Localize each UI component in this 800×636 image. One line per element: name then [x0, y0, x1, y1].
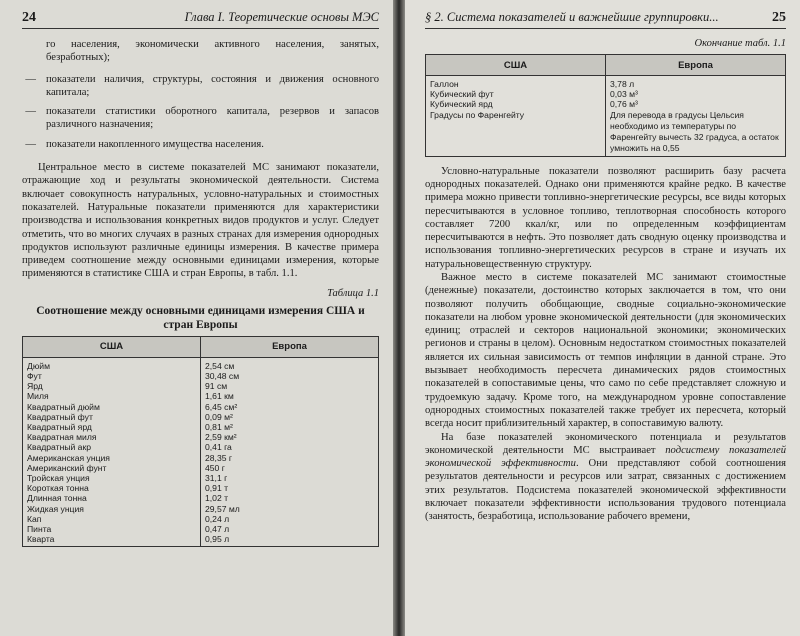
list-item — [22, 105, 379, 132]
table-cell-us: Галлон — [426, 76, 606, 90]
table-row — [23, 422, 379, 432]
table-row — [23, 534, 379, 547]
list-item — [22, 138, 379, 151]
table-cell-us: Фут — [23, 371, 201, 381]
page-number: 24 — [22, 10, 36, 25]
table-cell-europe: 3,78 л — [606, 76, 786, 90]
table-row — [23, 453, 379, 463]
body-paragraph: Важное место в системе показателей МС занимают стоимостные (денежные) показатели, достоинство которых заключается в том, что они позволяют получить обобщающие, сводные социально-экономические показатели на любом уровне экономической деятельности (для экономических единиц; отраслей и секторов национальной экономики; экономических регионов и страны в целом). Основным недостатком стоимостных показателей является их сильная зависимость от темпов инфляции в данной стране. Это вызывает необходимость пересчета динамических рядов стоимостных показателей в сопоставимые цены, что само по себе представляет сложную и трудоемкую задачу. Кроме того, на международном уровне сопоставление однородных стоимостных показателей также требует их пересчета, который всегда носит приблизительный характер, в сопоставимую валюту. — [425, 271, 786, 430]
table-cell-us: Ярд — [23, 381, 201, 391]
table-row — [23, 357, 379, 371]
table-cell-europe: 31,1 г — [201, 473, 379, 483]
table-cell-us: Американская унция — [23, 453, 201, 463]
table-cell-europe: 6,45 см² — [201, 402, 379, 412]
table-cell-europe: 0,03 м³ — [606, 89, 786, 99]
table-row — [426, 110, 786, 157]
table-row — [23, 473, 379, 483]
table-cell-europe: 2,54 см — [201, 357, 379, 371]
body-paragraph: Центральное место в системе показателей МС занимают показатели, отражающие ход и результаты экономической деятельности. Система включает совокупность натуральных, условно-натуральных и стоимостных показателей. Натуральные показатели применяются для характеристики производства и использования конкретных видов продуктов и услуг. Следует отметить, что во многих случаях в разных странах для измерения однородных продуктов используют различные единицы измерения. В качестве примера приведем соотношение между основными единицами измерения, которые применяются в статистике США и стран Европы, в табл. 1.1. — [22, 162, 379, 280]
table-cell-us: Тройская унция — [23, 473, 201, 483]
table-cell-europe: 2,59 км² — [201, 432, 379, 442]
list-item-text: го населения, экономически активного населения, занятых, безработных); — [46, 39, 379, 64]
table-cell-europe: 1,61 км — [201, 391, 379, 401]
list-item-text: показатели наличия, структуры, состояния и движения основного капитала; — [46, 73, 379, 98]
table-cell-europe: 0,41 га — [201, 442, 379, 452]
table-cell-us: Жидкая унция — [23, 504, 201, 514]
table-cell-us: Американский фунт — [23, 463, 201, 473]
table-body — [23, 357, 379, 547]
table-row — [23, 514, 379, 524]
dash-marker: — — [25, 73, 36, 85]
right-page — [405, 0, 800, 636]
list-item-text: показатели накопленного имущества населения. — [46, 138, 264, 150]
table-cell-europe: 0,81 м² — [201, 422, 379, 432]
table-cell-us: Квадратная миля — [23, 432, 201, 442]
table-cell-europe: 29,57 мл — [201, 504, 379, 514]
table-row — [23, 483, 379, 493]
table-label: Окончание табл. 1.1 — [694, 38, 786, 49]
table-cell-us: Квадратный акр — [23, 442, 201, 452]
table-cell-europe: 0,76 м³ — [606, 99, 786, 109]
list-item-continuation — [22, 38, 379, 65]
chapter-title: Глава I. Теоретические основы МЭС — [184, 10, 379, 24]
table-cell-us: Кап — [23, 514, 201, 524]
table-cell-us: Пинта — [23, 524, 201, 534]
table-header-row — [426, 55, 786, 76]
emphasized-term: подсистему показателей экономической эффективности — [425, 444, 786, 470]
table-row — [23, 371, 379, 381]
column-header-europe: Европа — [606, 55, 786, 76]
paragraph-text: . Они представляют собой соотношения результатов деятельности и ресурсов или затрат, связанных с достижением этих результатов. Подсистема показателей экономической эффективности включает показатели эффективности использования трудового потенциала (занятость, безработица, использование рабочего времени, — [425, 458, 786, 523]
section-title: § 2. Система показателей и важнейшие группировки... — [425, 10, 719, 24]
table-row — [23, 412, 379, 422]
table-row — [23, 504, 379, 514]
table-header-row — [23, 336, 379, 357]
body-paragraph: Условно-натуральные показатели позволяют расширить базу расчета однородных показателей. Однако они применяются крайне редко. В качестве примера можно привести топливно-энергетические ресурсы, все виды которых пересчитываются в условное топливо, теплотворная способность которого составляет 7200 ккал/кг, или по определенным коэффициентам пересчитываются в нефть. Это позволяет дать сводную оценку производства и использования топливно-энергетических ресурсов в стране и изучать их натуральновещественную структуру. — [425, 165, 786, 270]
table-cell-europe: 28,35 г — [201, 453, 379, 463]
table-row — [426, 89, 786, 99]
table-cell-europe: 91 см — [201, 381, 379, 391]
table-cell-europe: 30,48 см — [201, 371, 379, 381]
left-page — [0, 0, 393, 636]
body-paragraph — [425, 431, 786, 524]
table-cell-us: Миля — [23, 391, 201, 401]
table-cell-europe: 0,24 л — [201, 514, 379, 524]
dash-marker: — — [25, 106, 36, 118]
table-label: Таблица 1.1 — [327, 287, 379, 299]
column-header-us: США — [23, 336, 201, 357]
table-cell-us: Градусы по Фаренгейту — [426, 110, 606, 157]
table-cell-europe: 450 г — [201, 463, 379, 473]
table-title: Соотношение между основными единицами измерения США и стран Европы — [36, 304, 365, 331]
table-cell-us: Дюйм — [23, 357, 201, 371]
table-row — [23, 493, 379, 503]
units-table — [22, 336, 379, 548]
table-cell-us: Короткая тонна — [23, 483, 201, 493]
table-row — [23, 442, 379, 452]
units-table-continued — [425, 54, 786, 157]
running-head — [425, 10, 786, 29]
table-row — [23, 391, 379, 401]
table-cell-europe: 0,91 т — [201, 483, 379, 493]
page-number: 25 — [772, 10, 786, 25]
table-row — [23, 432, 379, 442]
table-cell-us: Квадратный фут — [23, 412, 201, 422]
paragraph-text: На базе показателей экономического потенциала и результатов экономической деятельности МС выстраивает — [425, 431, 786, 456]
column-header-europe: Европа — [201, 336, 379, 357]
table-row — [23, 524, 379, 534]
table-cell-europe: 0,95 л — [201, 534, 379, 547]
running-head — [22, 10, 379, 29]
list-item — [22, 73, 379, 100]
table-row — [23, 402, 379, 412]
table-cell-us: Кубический фут — [426, 89, 606, 99]
table-cell-us: Квадратный ярд — [23, 422, 201, 432]
table-row — [23, 381, 379, 391]
table-row — [23, 463, 379, 473]
table-cell-us: Кварта — [23, 534, 201, 547]
table-cell-us: Длинная тонна — [23, 493, 201, 503]
table-cell-us: Квадратный дюйм — [23, 402, 201, 412]
table-cell-europe: 0,47 л — [201, 524, 379, 534]
dash-marker: — — [25, 138, 36, 150]
table-cell-europe: 1,02 т — [201, 493, 379, 503]
table-cell-europe: 0,09 м² — [201, 412, 379, 422]
table-body — [426, 76, 786, 157]
table-row — [426, 99, 786, 109]
column-header-us: США — [426, 55, 606, 76]
table-cell-europe: Для перевода в градусы Цельсия необходимо из температуры по Фаренгейту вычесть 32 градуса, а остаток умножить на 0,55 — [606, 110, 786, 157]
table-row — [426, 76, 786, 90]
book-gutter — [393, 0, 405, 636]
list-item-text: показатели статистики оборотного капитала, резервов и запасов различного назначения; — [46, 106, 379, 131]
table-cell-us: Кубический ярд — [426, 99, 606, 109]
